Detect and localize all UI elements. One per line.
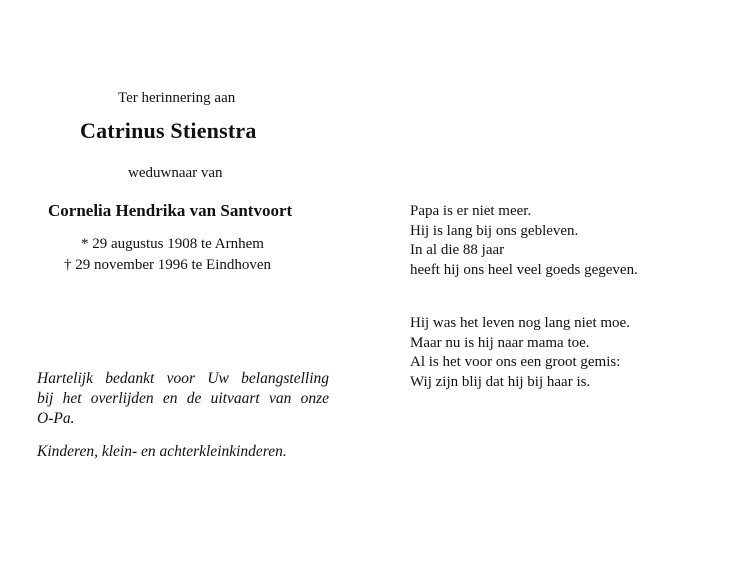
poem-line: Papa is er niet meer. (410, 203, 532, 219)
intro-text: Ter herinnering aan (118, 90, 236, 106)
spouse-name: Cornelia Hendrika van Santvoort (48, 201, 293, 220)
thank-you-line: O-Pa. (37, 410, 75, 427)
poem-line: In al die 88 jaar (410, 242, 505, 258)
birth-line: * 29 augustus 1908 te Arnhem (81, 236, 264, 252)
deceased-name: Catrinus Stienstra (80, 118, 257, 143)
thank-you-line: Hartelijk bedankt voor Uw belangstelling (37, 370, 329, 387)
poem-line: Al is het voor ons een groot gemis: (410, 354, 621, 370)
thank-you-line: bij het overlijden en de uitvaart van onze (37, 390, 329, 407)
thank-you-note (37, 369, 329, 429)
poem-stanza-2 (410, 314, 630, 392)
poem-line: Wij zijn blij dat hij bij haar is. (410, 373, 591, 390)
poem-line: heeft hij ons heel veel goeds gegeven. (410, 261, 638, 278)
death-line: † 29 november 1996 te Eindhoven (64, 257, 272, 273)
relation-text: weduwnaar van (128, 165, 223, 181)
poem-stanza-1 (410, 202, 638, 280)
signature-line: Kinderen, klein- en achterkleinkinderen. (37, 443, 287, 460)
poem-line: Hij is lang bij ons gebleven. (410, 222, 579, 239)
poem-line: Hij was het leven nog lang niet moe. (410, 315, 630, 331)
poem-line: Maar nu is hij naar mama toe. (410, 334, 590, 351)
